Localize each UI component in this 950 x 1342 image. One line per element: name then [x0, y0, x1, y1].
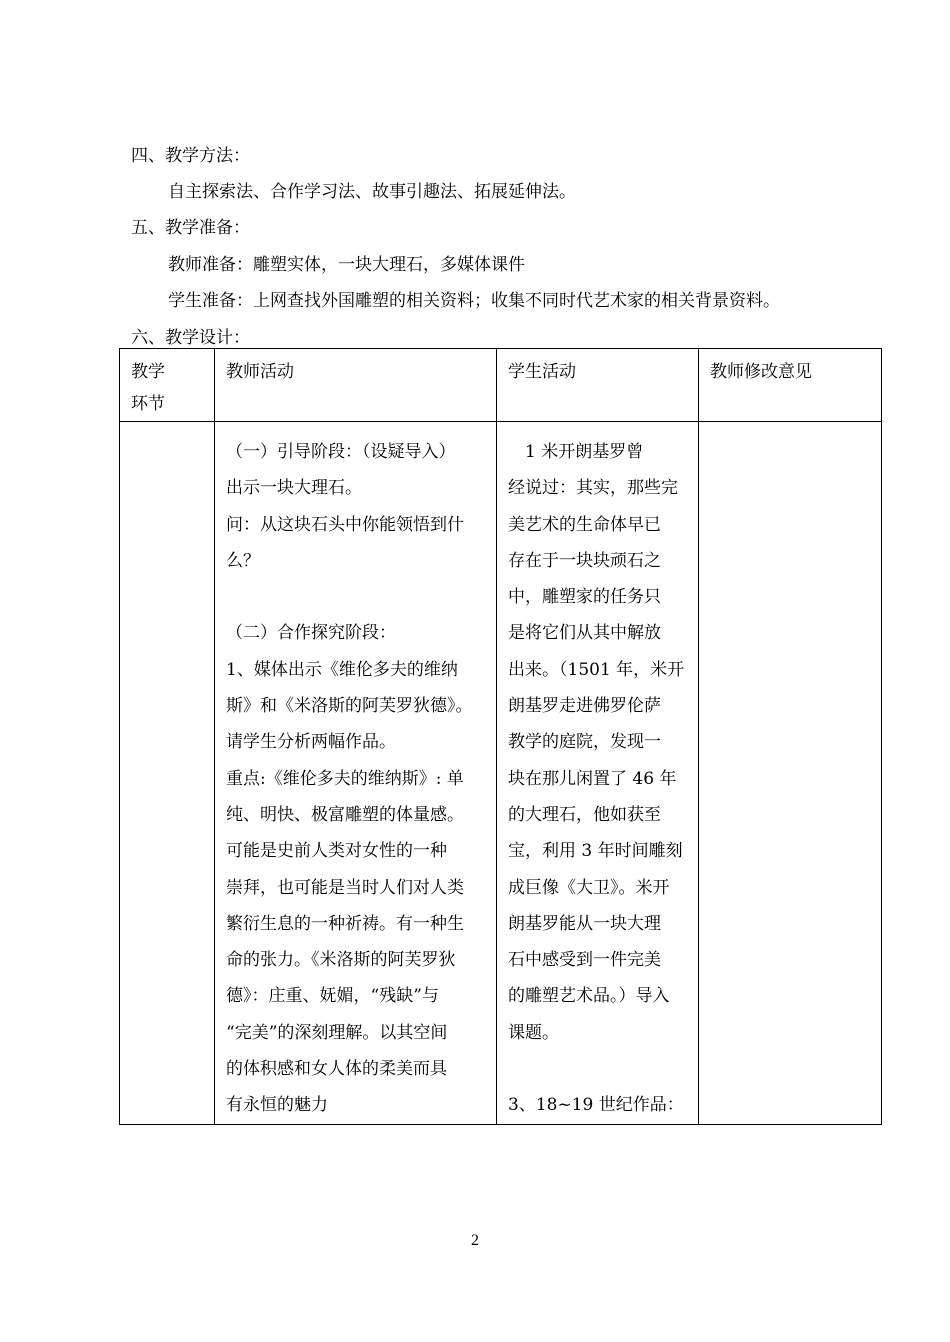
student-line: 美艺术的生命体早已: [508, 514, 661, 535]
teacher-line: 命的张力。《米洛斯的阿芙罗狄: [226, 950, 456, 971]
header-teacher-activity-label: 教师活动: [226, 362, 294, 382]
teacher-line: 请学生分析两幅作品。: [226, 732, 396, 753]
student-line: 是将它们从其中解放: [508, 623, 661, 644]
teacher-line: “完美”的深刻理解。以其空间: [226, 1022, 448, 1043]
student-activity-cell: [497, 422, 699, 1125]
teacher-line: 的体积感和女人体的柔美而具: [226, 1059, 447, 1080]
teacher-line: 么？: [226, 550, 260, 571]
student-line: 朗基罗能从一块大理: [508, 913, 661, 934]
student-line: [508, 1051, 698, 1087]
student-line: 石中感受到一件完美: [508, 950, 661, 971]
teacher-line: 重点:《维伦多夫的维纳斯》: 单: [226, 768, 464, 789]
teacher-line: [226, 579, 496, 615]
teacher-line: 纯、明快、极富雕塑的体量感。: [226, 804, 464, 825]
student-prep-text: 学生准备：上网查找外国雕塑的相关资料；收集不同时代艺术家的相关背景资料。: [168, 291, 780, 311]
teacher-line: 崇拜，也可能是当时人们对人类: [226, 877, 464, 898]
student-line: 出来。（1501 年，米开: [508, 659, 685, 680]
header-revision-notes-label: 教师修改意见: [710, 362, 812, 382]
teaching-design-table: [119, 348, 882, 1125]
table-header-row: [120, 349, 882, 422]
student-line: 3、18~19 世纪作品：: [508, 1095, 684, 1116]
header-student-activity-label: 学生活动: [508, 362, 576, 382]
teacher-line: 1、媒体出示《维伦多夫的维纳: [226, 659, 458, 680]
student-line: 朗基罗走进佛罗伦萨: [508, 696, 661, 717]
table-body-row: [120, 422, 882, 1125]
revision-notes-cell: [699, 422, 882, 1125]
teacher-prep-text: 教师准备：雕塑实体，一块大理石，多媒体课件: [168, 255, 525, 275]
prep-heading: 五、教学准备：: [131, 218, 250, 238]
stage-cell: [120, 422, 215, 1125]
design-heading: 六、教学设计：: [131, 328, 250, 348]
teacher-line: 有永恒的魅力: [226, 1095, 328, 1116]
student-line: 中，雕塑家的任务只: [508, 587, 661, 608]
student-line: 成巨像《大卫》。米开: [508, 877, 670, 898]
student-line: 课题。: [508, 1022, 559, 1043]
teacher-line: （二）合作探究阶段：: [226, 623, 396, 644]
teacher-activity-cell: [215, 422, 497, 1125]
methods-heading: 四、教学方法：: [131, 146, 250, 166]
teacher-line: 德》：庄重、妩媚，“残缺”与: [226, 986, 439, 1007]
header-stage: [120, 349, 215, 422]
student-line: 宝，利用 3 年时间雕刻: [508, 841, 683, 862]
header-teacher-activity: [215, 349, 497, 422]
header-stage-line2: 环节: [131, 394, 165, 414]
student-line: 经说过：其实，那些完: [508, 478, 678, 499]
header-revision-notes: [699, 349, 882, 422]
teacher-line: 斯》和《米洛斯的阿芙罗狄德》。: [226, 696, 473, 717]
teacher-line: （一）引导阶段：（设疑导入）: [226, 442, 456, 462]
student-line: 的雕塑艺术品。）导入: [508, 986, 670, 1007]
teacher-line: 繁衍生息的一种祈祷。有一种生: [226, 913, 464, 934]
teacher-line: 可能是史前人类对女性的一种: [226, 841, 447, 862]
page-number: 2: [471, 1232, 479, 1249]
student-line: 块在那儿闲置了 46 年: [508, 768, 677, 789]
student-line: 1 米开朗基罗曾: [508, 442, 644, 462]
student-line: 的大理石，他如获至: [508, 804, 661, 825]
student-line: 存在于一块块顽石之: [508, 550, 661, 571]
teacher-line: 出示一块大理石。: [226, 478, 362, 499]
teacher-line: 问：从这块石头中你能领悟到什: [226, 514, 464, 535]
methods-text: 自主探索法、合作学习法、故事引趣法、拓展延伸法。: [168, 182, 576, 202]
student-line: 教学的庭院，发现一: [508, 732, 661, 753]
header-student-activity: [497, 349, 699, 422]
header-stage-line1: 教学: [131, 362, 165, 382]
